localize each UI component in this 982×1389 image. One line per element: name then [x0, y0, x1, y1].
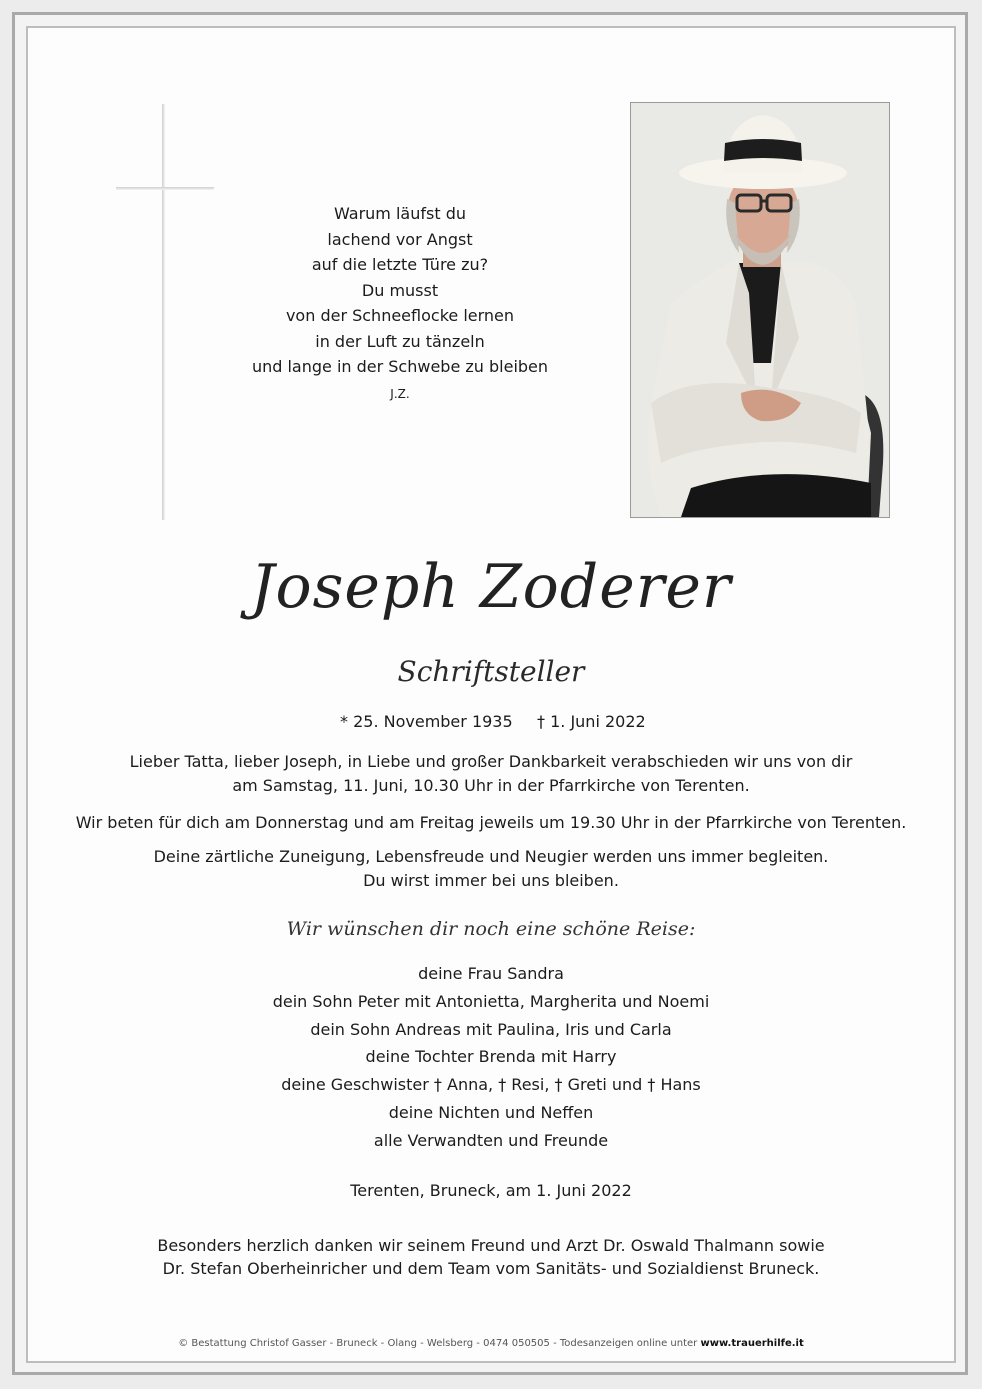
family-member: deine Nichten und Neffen [388, 1102, 594, 1122]
farewell-paragraph [60, 750, 922, 798]
memory-line: Du wirst immer bei uns bleiben. [363, 871, 619, 890]
poem-line: auf die letzte Türe zu? [311, 255, 489, 274]
family-member: deine Geschwister † Anna, † Resi, † Greti und † Hans [281, 1075, 701, 1095]
farewell-line: am Samstag, 11. Juni, 10.30 Uhr in der Pfarrkirche von Terenten. [232, 776, 750, 795]
thanks-paragraph [0, 1234, 982, 1280]
deceased-name: Joseph Zoderer [250, 552, 732, 622]
family-member: alle Verwandten und Freunde [373, 1130, 609, 1150]
thanks-line: Dr. Stefan Oberheinricher und dem Team vom Sanitäts- und Sozialdienst Bruneck. [162, 1259, 820, 1278]
cross-horizontal-bar [116, 187, 214, 190]
poem-line: Du musst [361, 280, 439, 300]
wish-line: Wir wünschen dir noch eine schöne Reise: [286, 918, 696, 940]
family-member: deine Tochter Brenda mit Harry [365, 1047, 617, 1067]
footer-link[interactable]: www.trauerhilfe.it [700, 1338, 804, 1349]
footer-text: © Bestattung Christof Gasser - Bruneck - Olang - Welsberg - 0474 050505 - Todesanzeigen online unter [178, 1338, 698, 1349]
poem [240, 201, 560, 407]
death-date: † 1. Juni 2022 [537, 712, 646, 731]
portrait-photo [630, 102, 890, 518]
thanks-line: Besonders herzlich danken wir seinem Freund und Arzt Dr. Oswald Thalmann sowie [157, 1236, 825, 1255]
family-member: dein Sohn Peter mit Antonietta, Margherita und Noemi [272, 991, 710, 1011]
family-member: deine Frau Sandra [418, 964, 564, 983]
memory-line: Deine zärtliche Zuneigung, Lebensfreude und Neugier werden uns immer begleiten. [153, 847, 829, 866]
birth-date: * 25. November 1935 [340, 712, 513, 731]
family-member: dein Sohn Andreas mit Paulina, Iris und Carla [310, 1019, 672, 1039]
deceased-profession: Schriftsteller [397, 655, 585, 688]
poem-line: und lange in der Schwebe zu bleiben [251, 357, 549, 376]
prayer-paragraph: Wir beten für dich am Donnerstag und am Freitag jeweils um 19.30 Uhr in der Pfarrkirche von Terenten. [75, 813, 907, 832]
poem-line: Warum läufst du [333, 204, 466, 223]
place-date: Terenten, Bruneck, am 1. Juni 2022 [350, 1181, 632, 1200]
family-list [0, 960, 982, 1155]
poem-line: lachend vor Angst [327, 229, 473, 249]
cross-vertical-bar [162, 104, 165, 520]
poem-author: J.Z. [390, 386, 410, 401]
poem-line: von der Schneeflocke lernen [285, 306, 515, 325]
memory-paragraph [60, 845, 922, 893]
poem-line: in der Luft zu tänzeln [315, 331, 485, 351]
footer [0, 1338, 982, 1349]
farewell-line: Lieber Tatta, lieber Joseph, in Liebe und großer Dankbarkeit verabschieden wir uns von dir [129, 752, 853, 771]
